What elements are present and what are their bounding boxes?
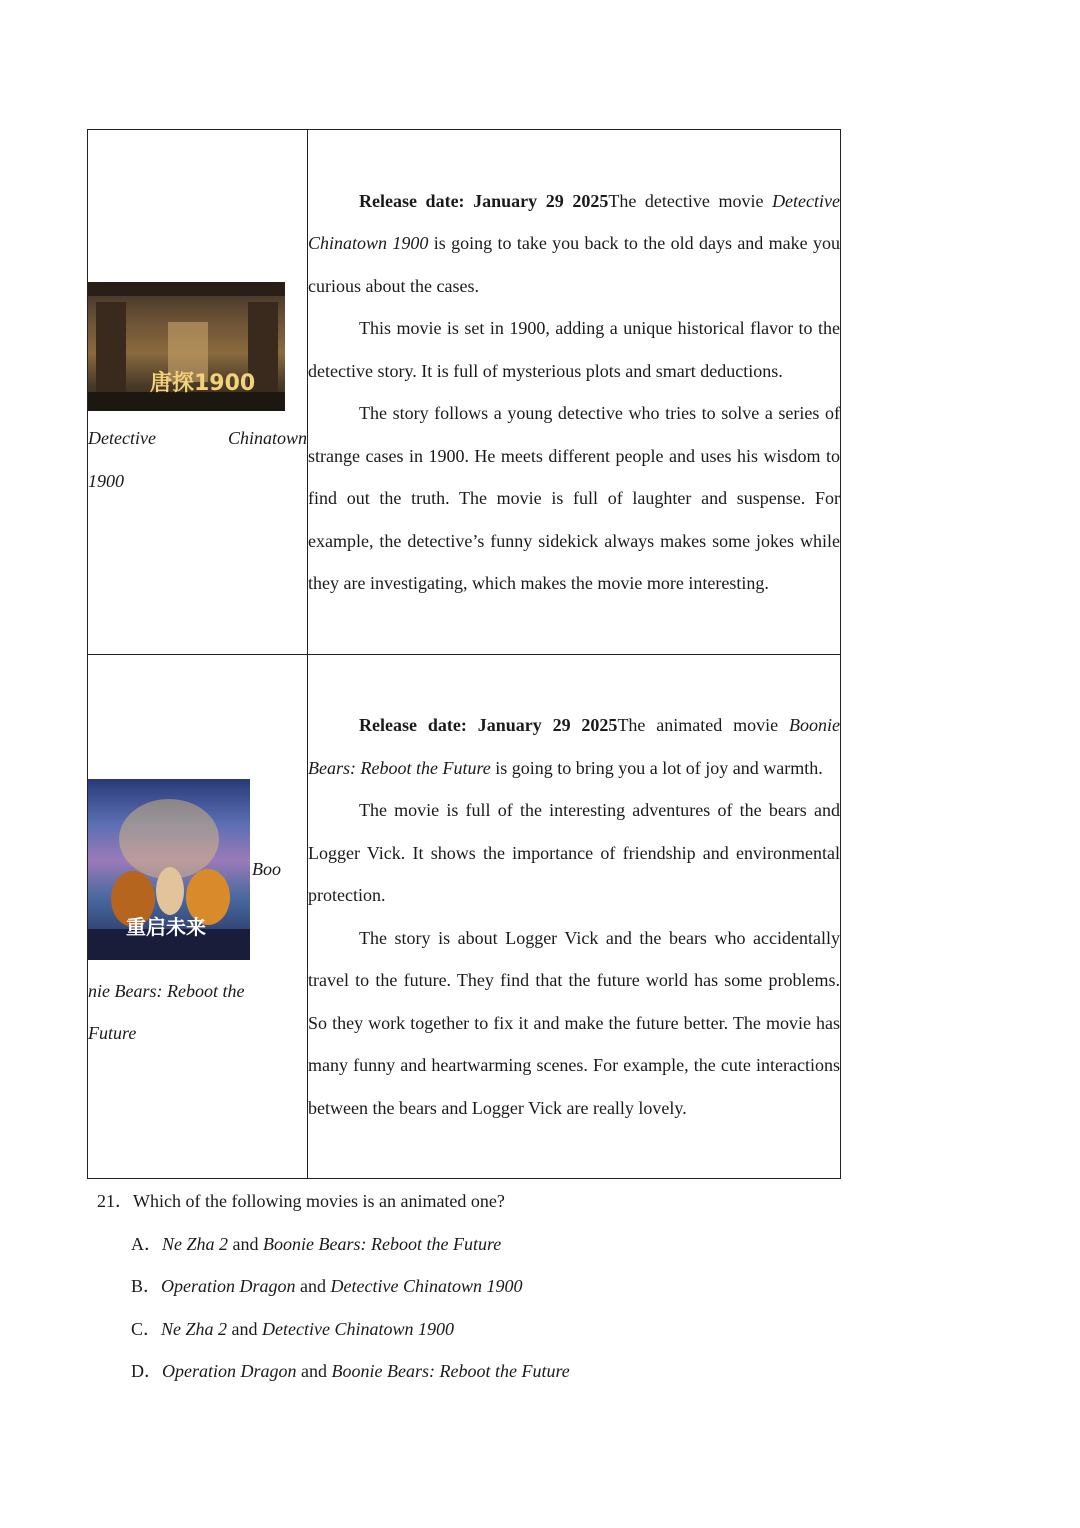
movie-1-paragraph-2: This movie is set in 1900, adding a unique historical flavor to the detective story. It is full of mysterious plots and smart deductions. — [308, 318, 840, 381]
movie-2-caption-inline: Boo — [252, 858, 281, 879]
movie-2-caption-line3: Future — [88, 1023, 137, 1043]
option-d-title1: Operation Dragon — [162, 1361, 297, 1381]
option-b-title1: Operation Dragon — [161, 1276, 296, 1296]
movie-2-poster-title: 重启未来 — [126, 914, 206, 939]
option-a-letter: A． — [131, 1233, 162, 1254]
movie-1-paragraph-3: The story follows a young detective who tries to solve a series of strange cases in 1900. He meets different people and uses his wisdom to find out the truth. The movie is full of laughter and suspense. For example, the detective’s funny sidekick always makes some jokes while they are investigating, which makes the movie more interesting. — [308, 403, 840, 593]
movie-1-intro-text: The detective movie — [608, 190, 773, 211]
option-c[interactable] — [97, 1308, 897, 1351]
movie-1-poster-cell — [88, 130, 308, 655]
option-d-title2: Boonie Bears: Reboot the Future — [331, 1361, 570, 1381]
movie-1-title: Detective Chinatown 1900 — [308, 190, 841, 253]
option-c-letter: C． — [131, 1318, 162, 1339]
movie-2-poster-image — [88, 779, 250, 960]
movie-1-caption-line2: 1900 — [88, 470, 124, 491]
question-21 — [97, 1180, 897, 1393]
movie-row-1 — [88, 130, 841, 655]
movie-1-intro — [308, 180, 840, 308]
option-d[interactable] — [97, 1350, 897, 1393]
movie-1-intro-rest: is going to take you back to the old days and make you curious about the cases. — [308, 233, 841, 296]
movie-2-paragraph-3: The story is about Logger Vick and the bears who accidentally travel to the future. They find that the future world has some problems. So they work together to fix it and make the future better. The movie has many funny and heartwarming scenes. For example, the cute interactions between the bears and Logger Vick are really lovely. — [308, 927, 840, 1118]
movie-1-caption-line1: Detective Chinatown — [88, 428, 307, 448]
option-a-joiner: and — [228, 1233, 264, 1254]
option-d-joiner: and — [296, 1361, 332, 1381]
movie-2-title: Boonie Bears: Reboot the Future — [308, 715, 840, 778]
movie-2-intro-rest: is going to bring you a lot of joy and warmth. — [490, 757, 823, 778]
movie-1-poster-image — [88, 282, 285, 411]
option-a-title1: Ne Zha 2 — [162, 1233, 229, 1254]
movie-2-description-cell — [308, 655, 841, 1179]
option-c-joiner: and — [227, 1318, 263, 1339]
movie-row-2 — [88, 655, 841, 1179]
option-b-joiner: and — [295, 1276, 331, 1296]
option-b-letter: B． — [131, 1276, 162, 1296]
option-b[interactable] — [97, 1265, 897, 1308]
movie-2-caption-line2: nie Bears: Reboot the — [88, 980, 245, 1001]
option-d-letter: D． — [131, 1361, 162, 1381]
movie-2-poster-cell — [88, 655, 308, 1179]
option-a[interactable] — [97, 1223, 897, 1266]
option-c-title1: Ne Zha 2 — [161, 1318, 228, 1339]
option-c-title2: Detective Chinatown 1900 — [262, 1318, 454, 1339]
option-b-title2: Detective Chinatown 1900 — [330, 1276, 523, 1296]
movie-1-release-date: Release date: January 29 2025 — [359, 190, 609, 211]
movie-2-intro — [308, 704, 840, 789]
movie-2-release-date: Release date: January 29 2025 — [359, 715, 618, 735]
movie-1-description-cell — [308, 130, 841, 655]
movie-2-intro-text: The animated movie — [617, 715, 789, 735]
option-a-title2: Boonie Bears: Reboot the Future — [263, 1233, 502, 1254]
movie-table — [87, 129, 841, 1179]
movie-1-poster-title: 唐探1900 — [150, 371, 256, 396]
movie-2-paragraph-2: The movie is full of the interesting adventures of the bears and Logger Vick. It shows the importance of friendship and environmental protection. — [308, 800, 840, 905]
question-stem: 21．Which of the following movies is an animated one? — [97, 1191, 505, 1211]
